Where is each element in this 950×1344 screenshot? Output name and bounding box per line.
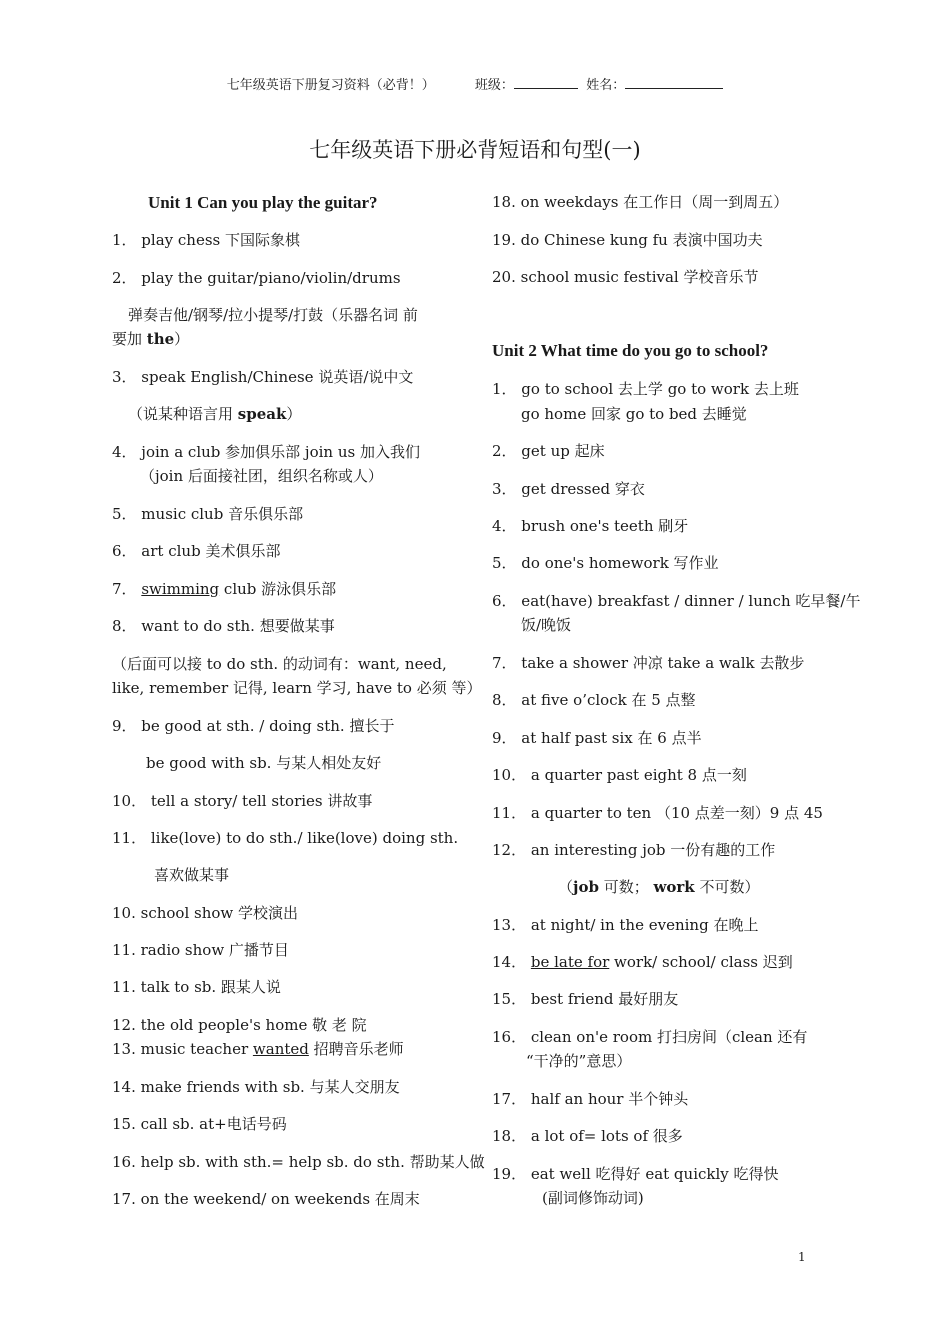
list-item: 9． at half past six 在 6 点半 bbox=[492, 729, 702, 747]
list-item: 16. help sb. with sth.= help sb. do sth. 帮助某人做 bbox=[112, 1153, 485, 1171]
list-item: 3． get dressed 穿衣 bbox=[492, 480, 645, 498]
list-item: 4． brush one's teeth 刷牙 bbox=[492, 517, 689, 535]
list-item: 10． a quarter past eight 8 点一刻 bbox=[492, 766, 747, 784]
list-item: like, remember 记得, learn 学习, have to 必须 等） bbox=[112, 679, 482, 697]
list-item: go home 回家 go to bed 去睡觉 bbox=[521, 405, 747, 423]
list-item: 8． at five o’clock 在 5 点整 bbox=[492, 691, 696, 709]
list-item: 15. call sb. at+电话号码 bbox=[112, 1115, 287, 1133]
page-number: 1 bbox=[798, 1250, 806, 1264]
list-item: 弹奏吉他/钢琴/拉小提琴/打鼓（乐器名词 前 bbox=[128, 306, 418, 324]
list-item: 1． play chess 下国际象棋 bbox=[112, 231, 300, 249]
list-item: 2． get up 起床 bbox=[492, 442, 605, 460]
list-item: 4． join a club 参加俱乐部 join us 加入我们 bbox=[112, 443, 420, 461]
list-item: （后面可以接 to do sth. 的动词有：want, need, bbox=[112, 655, 447, 673]
class-blank bbox=[514, 76, 578, 89]
list-item: 喜欢做某事 bbox=[154, 866, 230, 884]
list-item: (副词修饰动词) bbox=[542, 1189, 644, 1207]
list-item: 1． go to school 去上学 go to work 去上班 bbox=[492, 380, 799, 398]
list-item: 18. on weekdays 在工作日（周一到周五） bbox=[492, 193, 789, 211]
list-item: 要加 the） bbox=[112, 330, 190, 348]
list-item: 15． best friend 最好朋友 bbox=[492, 990, 679, 1008]
list-item: （job 可数； work 不可数） bbox=[558, 878, 760, 896]
list-item: 9． be good at sth. / doing sth. 擅长于 bbox=[112, 717, 395, 735]
list-item: 7． take a shower 冲凉 take a walk 去散步 bbox=[492, 654, 805, 672]
list-item: 饭/晚饭 bbox=[521, 616, 572, 634]
list-item: 18． a lot of= lots of 很多 bbox=[492, 1127, 683, 1145]
page-title: 七年级英语下册必背短语和句型(一) bbox=[309, 138, 641, 162]
list-item: be good with sb. 与某人相处友好 bbox=[146, 754, 382, 772]
page-header bbox=[0, 74, 950, 93]
unit2-heading: Unit 2 What time do you go to school? bbox=[492, 341, 769, 360]
list-item: 6． eat(have) breakfast / dinner / lunch 吃早餐/午 bbox=[492, 592, 861, 610]
list-item: “干净的”意思） bbox=[526, 1052, 632, 1070]
list-item: 11. radio show 广播节目 bbox=[112, 941, 289, 959]
list-item: 17． half an hour 半个钟头 bbox=[492, 1090, 689, 1108]
list-item: 17. on the weekend/ on weekends 在周末 bbox=[112, 1190, 420, 1208]
class-label: 班级： bbox=[474, 78, 514, 93]
list-item: 19. do Chinese kung fu 表演中国功夫 bbox=[492, 231, 763, 249]
list-item: （join 后面接社团，组织名称或人） bbox=[140, 467, 383, 485]
list-item: 12． an interesting job 一份有趣的工作 bbox=[492, 841, 776, 859]
list-item: 11． like(love) to do sth./ like(love) doing sth. bbox=[112, 829, 459, 847]
doc-label: 七年级英语下册复习资料（必背！） bbox=[226, 78, 435, 93]
list-item: 2． play the guitar/piano/violin/drums bbox=[112, 269, 401, 287]
list-item: 10． tell a story/ tell stories 讲故事 bbox=[112, 792, 373, 810]
list-item: 5． music club 音乐俱乐部 bbox=[112, 505, 304, 523]
list-item: 13. music teacher wanted 招聘音乐老师 bbox=[112, 1040, 404, 1058]
list-item: 3． speak English/Chinese 说英语/说中文 bbox=[112, 368, 414, 386]
list-item: 11． a quarter to ten （10 点差一刻）9 点 45 bbox=[492, 804, 823, 822]
list-item: （说某种语言用 speak） bbox=[128, 405, 302, 423]
list-item: 11. talk to sb. 跟某人说 bbox=[112, 978, 281, 996]
name-label: 姓名： bbox=[586, 78, 626, 93]
list-item: 13． at night/ in the evening 在晚上 bbox=[492, 916, 759, 934]
list-item: 7． swimming club 游泳俱乐部 bbox=[112, 580, 337, 598]
list-item: 10. school show 学校演出 bbox=[112, 904, 299, 922]
unit1-heading: Unit 1 Can you play the guitar? bbox=[148, 193, 378, 212]
name-blank bbox=[625, 76, 723, 89]
list-item: 16． clean on'e room 打扫房间（clean 还有 bbox=[492, 1028, 808, 1046]
list-item: 14． be late for work/ school/ class 迟到 bbox=[492, 953, 793, 971]
list-item: 19． eat well 吃得好 eat quickly 吃得快 bbox=[492, 1165, 779, 1183]
list-item: 8． want to do sth. 想要做某事 bbox=[112, 617, 335, 635]
list-item: 6． art club 美术俱乐部 bbox=[112, 542, 281, 560]
list-item: 20. school music festival 学校音乐节 bbox=[492, 268, 759, 286]
list-item: 14. make friends with sb. 与某人交朋友 bbox=[112, 1078, 400, 1096]
list-item: 5． do one's homework 写作业 bbox=[492, 554, 719, 572]
list-item: 12. the old people's home 敬 老 院 bbox=[112, 1016, 367, 1034]
